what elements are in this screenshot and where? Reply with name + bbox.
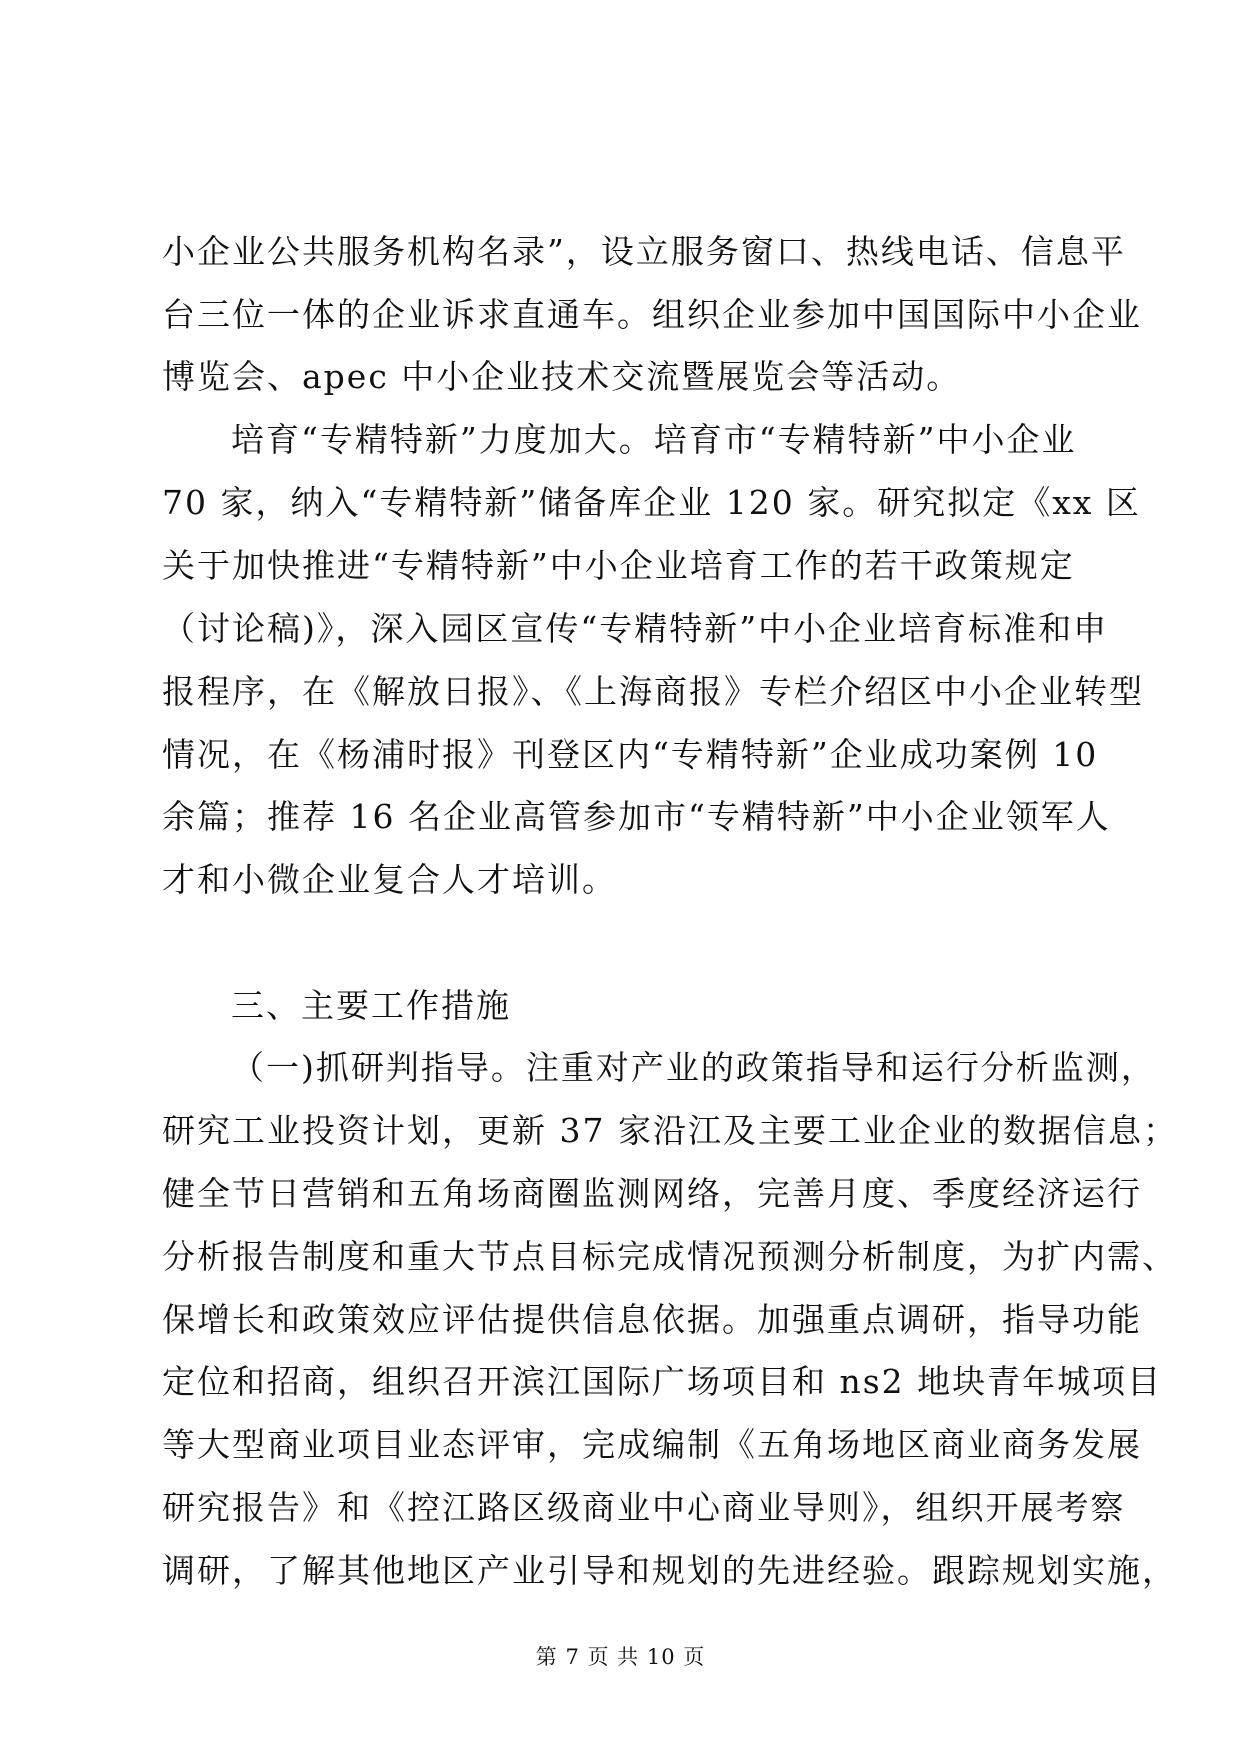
text-line: 小企业公共服务机构名录”，设立服务窗口、热线电话、信息平	[162, 232, 1126, 271]
text-line: 台三位一体的企业诉求直通车。组织企业参加中国国际中小企业	[162, 295, 1142, 334]
text-line: 研究报告》和《控江路区级商业中心商业导则》，组织开展考察	[162, 1488, 1126, 1527]
text-line: 70 家，纳入“专精特新”储备库企业 120 家。研究拟定《xx 区	[162, 483, 1141, 522]
paragraph-first-line: 培育“专精特新”力度加大。培育市“专精特新”中小企业	[231, 420, 1077, 459]
text-line: 调研，了解其他地区产业引导和规划的先进经验。跟踪规划实施，	[162, 1551, 1177, 1590]
page-number-footer: 第 7 页 共 10 页	[535, 1645, 706, 1669]
text-line: （讨论稿)》，深入园区宣传“专精特新”中小企业培育标准和申	[162, 609, 1109, 648]
text-line: 报程序，在《解放日报》、《上海商报》专栏介绍区中小企业转型	[162, 672, 1144, 711]
text-line: 研究工业投资计划，更新 37 家沿江及主要工业企业的数据信息；	[162, 1111, 1178, 1150]
text-line: 博览会、apec 中小企业技术交流暨展览会等活动。	[162, 357, 962, 396]
text-line: 情况，在《杨浦时报》刊登区内“专精特新”企业成功案例 10	[162, 735, 1099, 774]
text-line: 余篇；推荐 16 名企业高管参加市“专精特新”中小企业领军人	[162, 797, 1111, 836]
section-heading: 三、主要工作措施	[231, 986, 511, 1025]
paragraph-first-line: （一)抓研判指导。注重对产业的政策指导和运行分析监测，	[231, 1048, 1156, 1087]
text-line: 保增长和政策效应评估提供信息依据。加强重点调研，指导功能	[162, 1300, 1142, 1339]
text-line: 定位和招商，组织召开滨江国际广场项目和 ns2 地块青年城项目	[162, 1362, 1163, 1401]
text-line: 关于加快推进“专精特新”中小企业培育工作的若干政策规定	[162, 546, 1075, 585]
text-line: 才和小微企业复合人才培训。	[162, 860, 617, 899]
text-line: 健全节日营销和五角场商圈监测网络，完善月度、季度经济运行	[162, 1174, 1142, 1213]
text-line: 分析报告制度和重大节点目标完成情况预测分析制度，为扩内需、	[162, 1237, 1177, 1276]
text-line: 等大型商业项目业态评审，完成编制《五角场地区商业商务发展	[162, 1425, 1142, 1464]
